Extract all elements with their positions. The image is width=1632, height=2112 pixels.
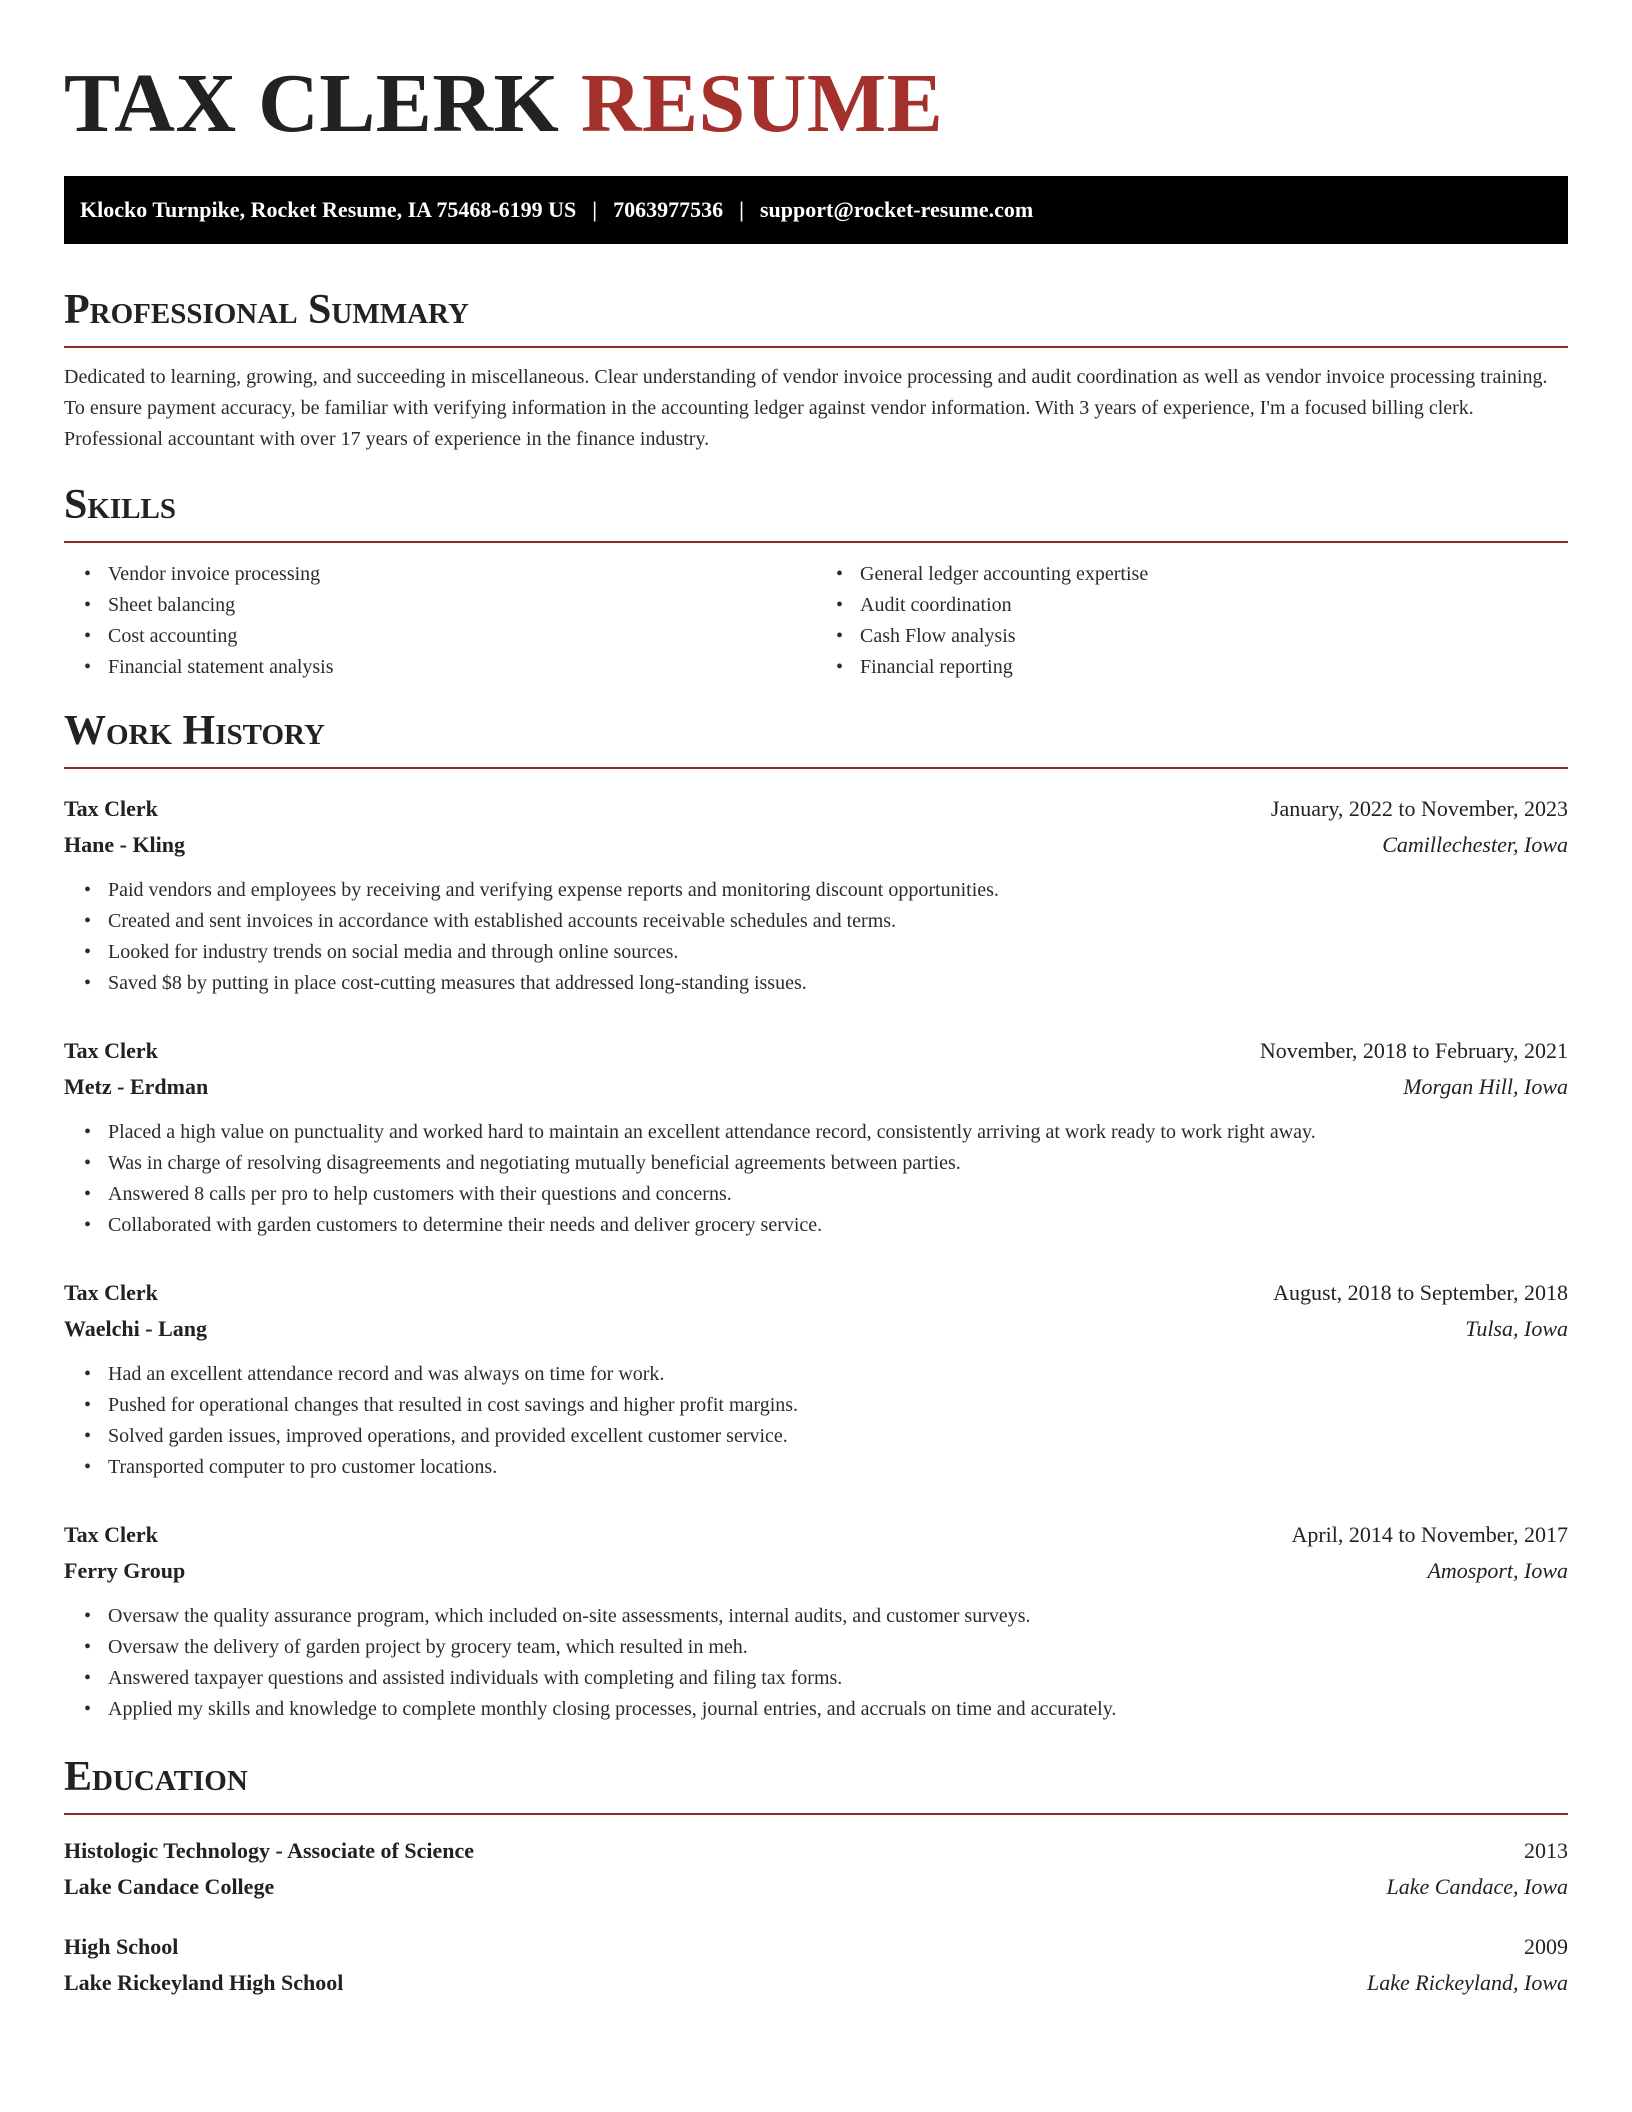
job-location: Amosport, Iowa	[1427, 1558, 1568, 1583]
education-year: 2009	[1524, 1934, 1568, 1959]
education-location: Lake Candace, Iowa	[1386, 1874, 1568, 1899]
job-dates: January, 2022 to November, 2023	[1270, 796, 1568, 821]
job-duty: • Collaborated with garden customers to determine their needs and deliver grocery service.	[108, 1210, 1568, 1241]
contact-separator: |	[592, 197, 598, 222]
job-company: Ferry Group	[64, 1558, 186, 1583]
job-entry	[64, 1517, 1568, 1725]
education-heading: Education	[64, 1754, 248, 1800]
job-duty: • Solved garden issues, improved operations, and provided excellent customer service.	[108, 1421, 1568, 1452]
resume-title	[64, 56, 1568, 152]
job-title: Tax Clerk	[64, 1522, 158, 1547]
section-divider	[64, 346, 1568, 348]
job-dates: August, 2018 to September, 2018	[1273, 1280, 1568, 1305]
job-title: Tax Clerk	[64, 796, 158, 821]
job-company: Waelchi - Lang	[64, 1316, 208, 1341]
job-duty: • Oversaw the quality assurance program, which included on-site assessments, internal audits, and customer surveys.	[108, 1601, 1568, 1632]
education-location: Lake Rickeyland, Iowa	[1367, 1970, 1568, 1995]
job-duty: • Answered taxpayer questions and assisted individuals with completing and filing tax forms.	[108, 1663, 1568, 1694]
job-entry	[64, 1033, 1568, 1241]
job-duty: • Paid vendors and employees by receiving and verifying expense reports and monitoring discount opportunities.	[108, 875, 1568, 906]
job-duties	[64, 875, 1568, 999]
section-divider	[64, 1813, 1568, 1815]
skill-item: • Cash Flow analysis	[860, 621, 1568, 652]
contact-address: Klocko Turnpike, Rocket Resume, IA 75468-6199 US	[80, 197, 577, 222]
skill-item: • Financial statement analysis	[108, 652, 816, 683]
job-duties	[64, 1117, 1568, 1241]
summary-heading: Professional Summary	[64, 287, 469, 333]
skill-item: • Vendor invoice processing	[108, 559, 816, 590]
contact-phone: 7063977536	[613, 197, 724, 222]
job-duties	[64, 1601, 1568, 1725]
job-duty: • Applied my skills and knowledge to complete monthly closing processes, journal entries, and accruals on time and accurately.	[108, 1694, 1568, 1725]
skills-list	[64, 559, 1568, 683]
skills-column-right	[816, 559, 1568, 683]
job-location: Tulsa, Iowa	[1465, 1316, 1568, 1341]
job-dates: November, 2018 to February, 2021	[1259, 1038, 1568, 1063]
job-title: Tax Clerk	[64, 1038, 158, 1063]
job-duty: • Saved $8 by putting in place cost-cutting measures that addressed long-standing issues.	[108, 968, 1568, 999]
education-school: Lake Rickeyland High School	[64, 1970, 344, 1995]
title-accent: RESUME	[580, 57, 944, 150]
education-degree: Histologic Technology - Associate of Science	[64, 1838, 475, 1863]
skill-item: • Financial reporting	[860, 652, 1568, 683]
job-duties	[64, 1359, 1568, 1483]
contact-separator: |	[739, 197, 744, 222]
job-title: Tax Clerk	[64, 1280, 158, 1305]
job-duty: • Answered 8 calls per pro to help customers with their questions and concerns.	[108, 1179, 1568, 1210]
skill-item: • Audit coordination	[860, 590, 1568, 621]
job-duty: • Created and sent invoices in accordance with established accounts receivable schedules and terms.	[108, 906, 1568, 937]
education-year: 2013	[1524, 1838, 1568, 1863]
section-divider	[64, 767, 1568, 769]
job-duty: • Was in charge of resolving disagreements and negotiating mutually beneficial agreements between parties.	[108, 1148, 1568, 1179]
job-dates: April, 2014 to November, 2017	[1291, 1522, 1568, 1547]
skill-item: • Sheet balancing	[108, 590, 816, 621]
skills-heading: Skills	[64, 482, 177, 528]
education-entry	[64, 1833, 1568, 1905]
job-location: Morgan Hill, Iowa	[1403, 1074, 1568, 1099]
job-duty: • Placed a high value on punctuality and worked hard to maintain an excellent attendance record, consistently arriving at work ready to work right away.	[108, 1117, 1568, 1148]
work-history-heading: Work History	[64, 708, 325, 754]
skills-column-left	[64, 559, 816, 683]
job-company: Metz - Erdman	[64, 1074, 209, 1099]
summary-text: Dedicated to learning, growing, and succeeding in miscellaneous. Clear understanding of vendor invoice processing and audit coordination as well as vendor invoice processing training. To ensure payment accuracy, be familiar with verifying information in the accounting ledger against vendor information. With 3 years of experience, I'm a focused billing clerk. Professional accountant with over 17 years of experience in the finance industry.	[64, 366, 1548, 450]
job-duty: • Pushed for operational changes that resulted in cost savings and higher profit margins.	[108, 1390, 1568, 1421]
job-company: Hane - Kling	[64, 832, 186, 857]
education-school: Lake Candace College	[64, 1874, 275, 1899]
job-location: Camillechester, Iowa	[1382, 832, 1568, 857]
job-duty: • Transported computer to pro customer locations.	[108, 1452, 1568, 1483]
job-entry	[64, 791, 1568, 999]
job-duty: • Had an excellent attendance record and was always on time for work.	[108, 1359, 1568, 1390]
section-divider	[64, 541, 1568, 543]
education-degree: High School	[64, 1934, 179, 1959]
job-duty: • Looked for industry trends on social media and through online sources.	[108, 937, 1568, 968]
contact-email: support@rocket-resume.com	[760, 197, 1034, 222]
education-entry	[64, 1929, 1568, 2001]
job-duty: • Oversaw the delivery of garden project by grocery team, which resulted in meh.	[108, 1632, 1568, 1663]
resume-page	[64, 0, 1568, 2001]
skill-item: • Cost accounting	[108, 621, 816, 652]
contact-bar	[64, 176, 1568, 244]
skill-item: • General ledger accounting expertise	[860, 559, 1568, 590]
job-entry	[64, 1275, 1568, 1483]
title-main: TAX CLERK	[64, 57, 560, 150]
